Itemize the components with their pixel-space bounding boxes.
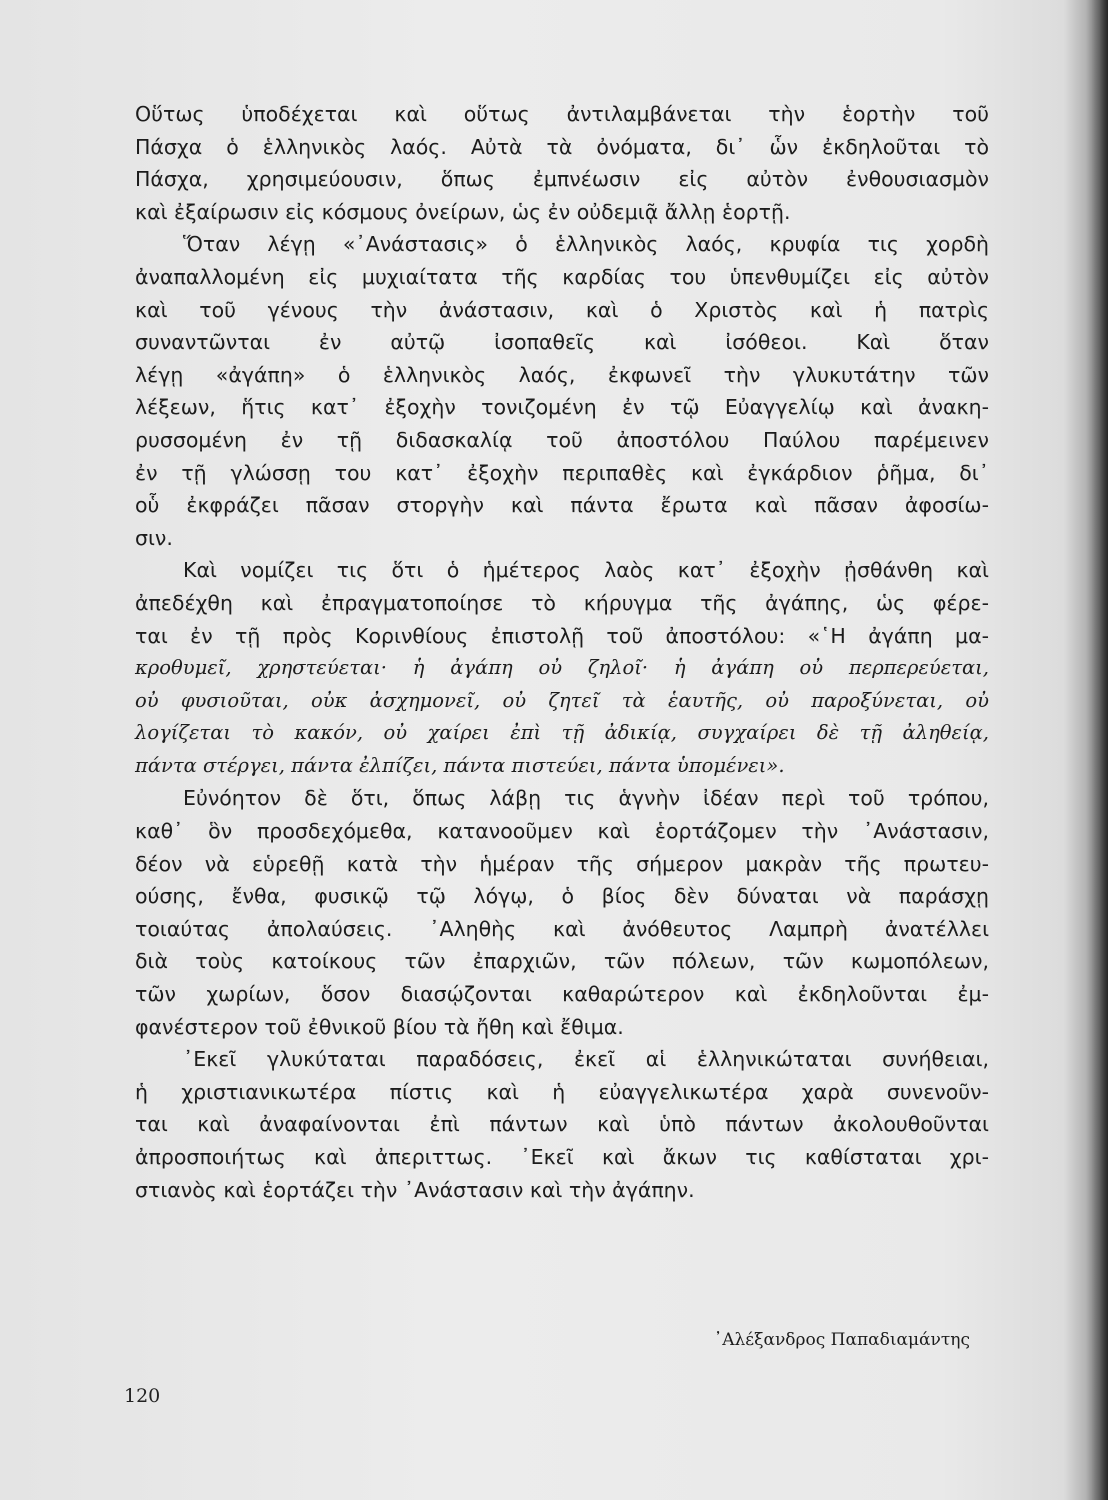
text-line: λέξεων, ἥτις κατ᾽ ἐξοχὴν τονιζομένη ἐν τῷ Εὐαγγελίῳ καὶ ἀνακη-	[135, 395, 989, 420]
text-line: ται καὶ ἀναφαίνονται ἐπὶ πάντων καὶ ὑπὸ πάντων ἀκολουθοῦνται	[135, 1112, 989, 1137]
article-text	[135, 98, 989, 1206]
text-line: ἐν τῇ γλώσσῃ του κατ᾽ ἐξοχὴν περιπαθὲς καὶ ἐγκάρδιον ῥῆμα, δι᾽	[135, 460, 989, 485]
quote-line: λογίζεται τὸ κακόν, οὐ χαίρει ἐπὶ τῇ ἀδικίᾳ, συγχαίρει δὲ τῇ ἀληθείᾳ,	[135, 721, 989, 745]
text-line: οὗ ἐκφράζει πᾶσαν στοργὴν καὶ πάντα ἔρωτα καὶ πᾶσαν ἀφοσίω-	[135, 493, 989, 518]
text-line: ούσης, ἔνθα, φυσικῷ τῷ λόγῳ, ὁ βίος δὲν δύναται νὰ παράσχῃ	[135, 884, 989, 909]
text-line: ρυσσομένη ἐν τῇ διδασκαλίᾳ τοῦ ἀποστόλου Παύλου παρέμεινεν	[135, 427, 989, 452]
book-spine-shadow	[1086, 0, 1108, 1500]
text-line: συναντῶνται ἐν αὐτῷ ἰσοπαθεῖς καὶ ἰσόθεοι. Καὶ ὅταν	[135, 330, 989, 355]
text-line: καθ᾽ ὃν προσδεχόμεθα, κατανοοῦμεν καὶ ἑορτάζομεν τὴν ᾿Ανάστασιν,	[135, 819, 989, 844]
text-line: ἀναπαλλομένη εἰς μυχιαίτατα τῆς καρδίας του ὑπενθυμίζει εἰς αὐτὸν	[135, 264, 989, 289]
text-line: Πάσχα ὁ ἑλληνικὸς λαός. Αὐτὰ τὰ ὀνόματα, δι᾽ ὧν ἐκδηλοῦται τὸ	[135, 134, 989, 159]
text-line: καὶ ἐξαίρωσιν εἰς κόσμους ὀνείρων, ὡς ἐν οὐδεμιᾷ ἄλλῃ ἑορτῇ.	[135, 199, 791, 224]
text-line: λέγῃ «ἀγάπη» ὁ ἑλληνικὸς λαός, ἐκφωνεῖ τὴν γλυκυτάτην τῶν	[135, 362, 989, 387]
text-line: ἀπεδέχθη καὶ ἐπραγματοποίησε τὸ κήρυγμα τῆς ἀγάπης, ὡς φέρε-	[135, 590, 989, 615]
text-line: τῶν χωρίων, ὅσον διασῴζονται καθαρώτερον καὶ ἐκδηλοῦνται ἐμ-	[135, 982, 989, 1007]
text-line: Πάσχα, χρησιμεύουσιν, ὅπως ἐμπνέωσιν εἰς αὐτὸν ἐνθουσιασμὸν	[135, 167, 989, 192]
quote-line: κροθυμεῖ, χρηστεύεται· ἡ ἀγάπη οὐ ζηλοῖ· ἡ ἀγάπη οὐ περπερεύεται,	[135, 656, 989, 680]
text-line: καὶ τοῦ γένους τὴν ἀνάστασιν, καὶ ὁ Χριστὸς καὶ ἡ πατρὶς	[135, 297, 989, 322]
text-line: στιανὸς καὶ ἑορτάζει τὴν ᾿Ανάστασιν καὶ τὴν ἀγάπην.	[135, 1177, 695, 1202]
text-line: Ὅταν λέγῃ «᾿Ανάστασις» ὁ ἑλληνικὸς λαός, κρυφία τις χορδὴ	[183, 232, 989, 257]
text-line: Οὕτως ὑποδέχεται καὶ οὕτως ἀντιλαμβάνεται τὴν ἑορτὴν τοῦ	[135, 102, 989, 126]
text-line: σιν.	[135, 525, 173, 550]
page-number: 120	[124, 1385, 161, 1407]
text-line: δέον νὰ εὑρεθῇ κατὰ τὴν ἡμέραν τῆς σήμερον μακρὰν τῆς πρωτευ-	[135, 851, 989, 876]
text-line: ται ἐν τῇ πρὸς Κορινθίους ἐπιστολῇ τοῦ ἀποστόλου: «῾Η ἀγάπη μα-	[135, 623, 989, 648]
text-line: ἀπροσποιήτως καὶ ἀπεριττως. ᾿Εκεῖ καὶ ἄκων τις καθίσταται χρι-	[135, 1145, 989, 1169]
author-signature: ᾿Αλέξανδρος Παπαδιαμάντης	[713, 1330, 970, 1350]
text-line: Εὐνόητον δὲ ὅτι, ὅπως λάβῃ τις ἁγνὴν ἰδέαν περὶ τοῦ τρόπου,	[183, 786, 989, 811]
text-line: διὰ τοὺς κατοίκους τῶν ἐπαρχιῶν, τῶν πόλεων, τῶν κωμοπόλεων,	[135, 949, 989, 974]
quote-line: οὐ φυσιοῦται, οὐκ ἀσχημονεῖ, οὐ ζητεῖ τὰ ἑαυτῆς, οὐ παροξύνεται, οὐ	[135, 688, 989, 712]
text-line: Καὶ νομίζει τις ὅτι ὁ ἡμέτερος λαὸς κατ᾽ ἐξοχὴν ᾐσθάνθη καὶ	[183, 558, 989, 583]
text-line: φανέστερον τοῦ ἐθνικοῦ βίου τὰ ἤθη καὶ ἔθιμα.	[135, 1014, 624, 1039]
text-line: ἡ χριστιανικωτέρα πίστις καὶ ἡ εὐαγγελικωτέρα χαρὰ συνενοῦν-	[135, 1079, 989, 1104]
quote-line: πάντα στέργει, πάντα ἐλπίζει, πάντα πιστεύει, πάντα ὑπομένει».	[135, 753, 785, 777]
text-line: ᾿Εκεῖ γλυκύταται παραδόσεις, ἐκεῖ αἱ ἑλληνικώταται συνήθειαι,	[183, 1047, 989, 1072]
text-line: τοιαύτας ἀπολαύσεις. ᾿Αληθὴς καὶ ἀνόθευτος Λαμπρὴ ἀνατέλλει	[135, 916, 989, 941]
